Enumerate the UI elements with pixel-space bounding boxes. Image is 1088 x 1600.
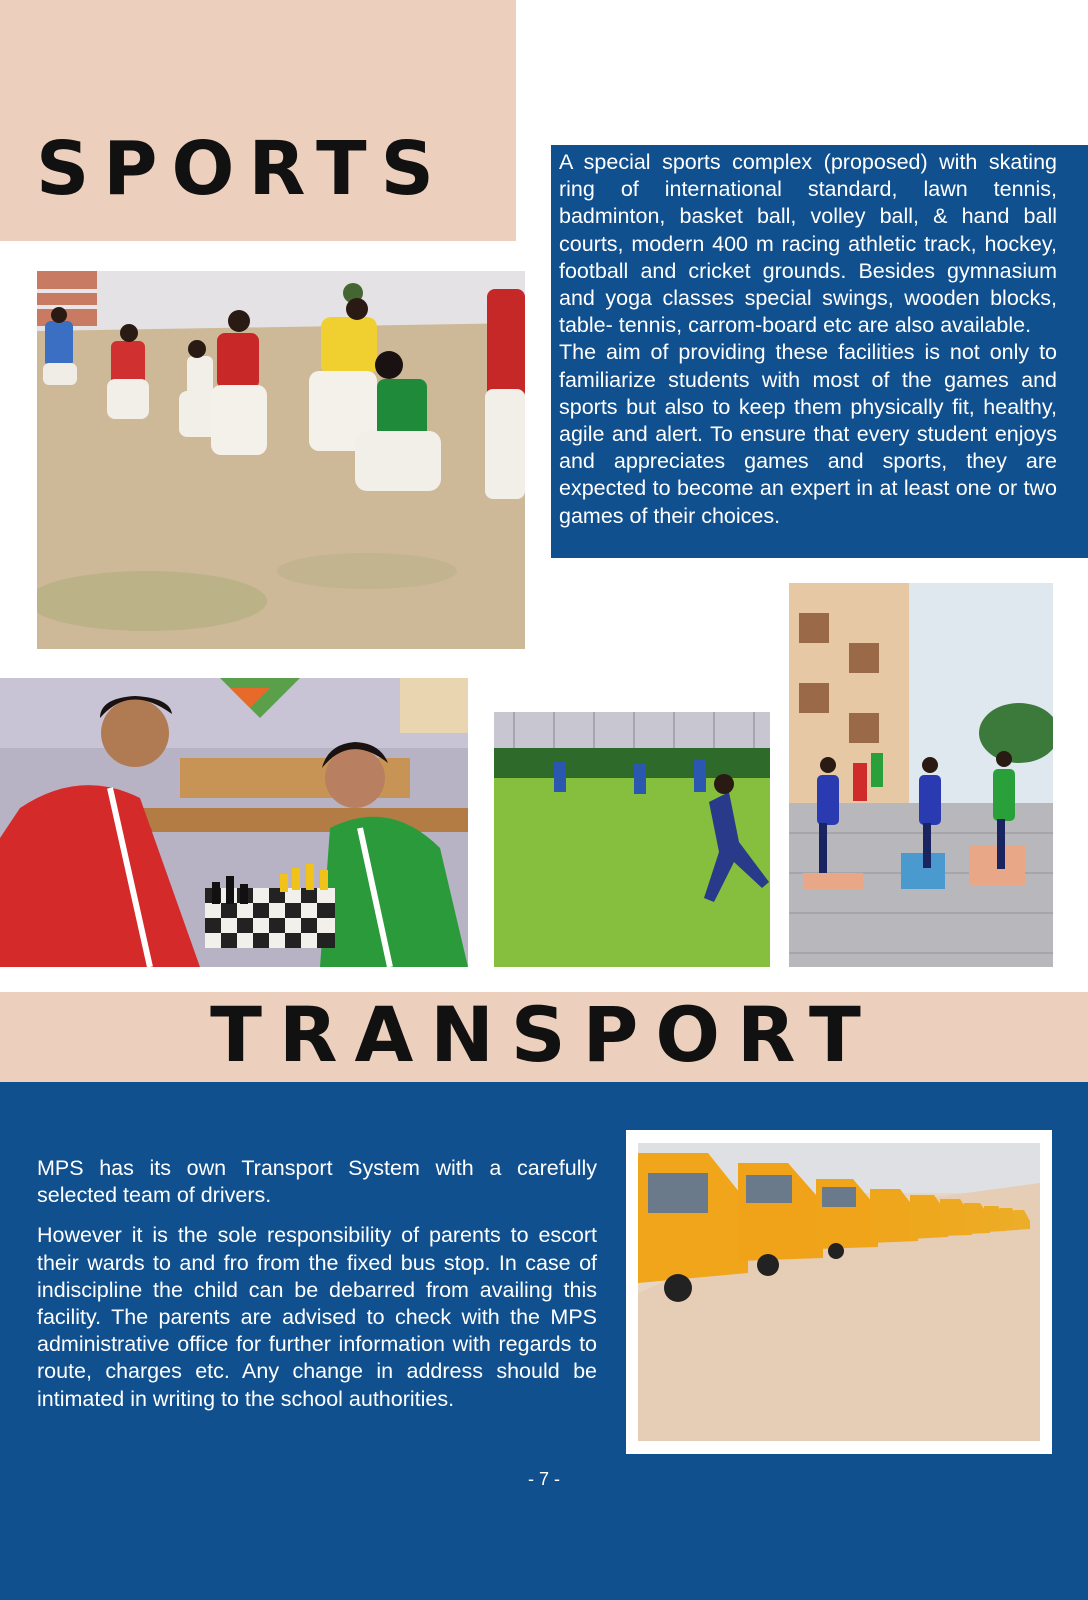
sports-paragraph-2: The aim of providing these facilities is not only to familiarize students with most of the games and sports but also to keep them physically fit, healthy, agile and alert. To ensure that every student enjoys and appreciates games and sports, they are expected to become an expert in at least one or two games of their choices. <box>559 340 1057 528</box>
photo-kho-kho-game <box>37 271 525 649</box>
photo-lawn-exercise <box>494 712 770 967</box>
photo-school-buses <box>638 1143 1040 1441</box>
transport-paragraph-1: MPS has its own Transport System with a carefully selected team of drivers. <box>37 1156 597 1208</box>
sports-paragraph-1: A special sports complex (proposed) with skating ring of international standard, lawn tennis, badminton, basket ball, volley ball, & hand ball courts, modern 400 m racing athletic track, hockey, football and cricket grounds. Besides gymnasium and yoga classes special swings, wooden blocks, table- tennis, carrom-board etc are also available. <box>559 150 1057 338</box>
transport-title: TRANSPORT <box>210 990 878 1079</box>
photo-chess-students <box>0 678 468 967</box>
transport-paragraph-2: However it is the sole responsibility of parents to escort their wards to and fro from the fixed bus stop. In case of indiscipline the child can be debarred from availing this facility. The parents are advised to check with the MPS administrative office for further information with regards to route, charges etc. Any change in address should be intimated in writing to the school authorities. <box>37 1223 597 1411</box>
sports-description-box <box>551 145 1088 558</box>
page-number: - 7 - <box>527 1469 560 1489</box>
photo-yoga-students <box>789 583 1053 967</box>
sports-title: SPORTS <box>36 126 448 212</box>
transport-description <box>37 1155 597 1426</box>
